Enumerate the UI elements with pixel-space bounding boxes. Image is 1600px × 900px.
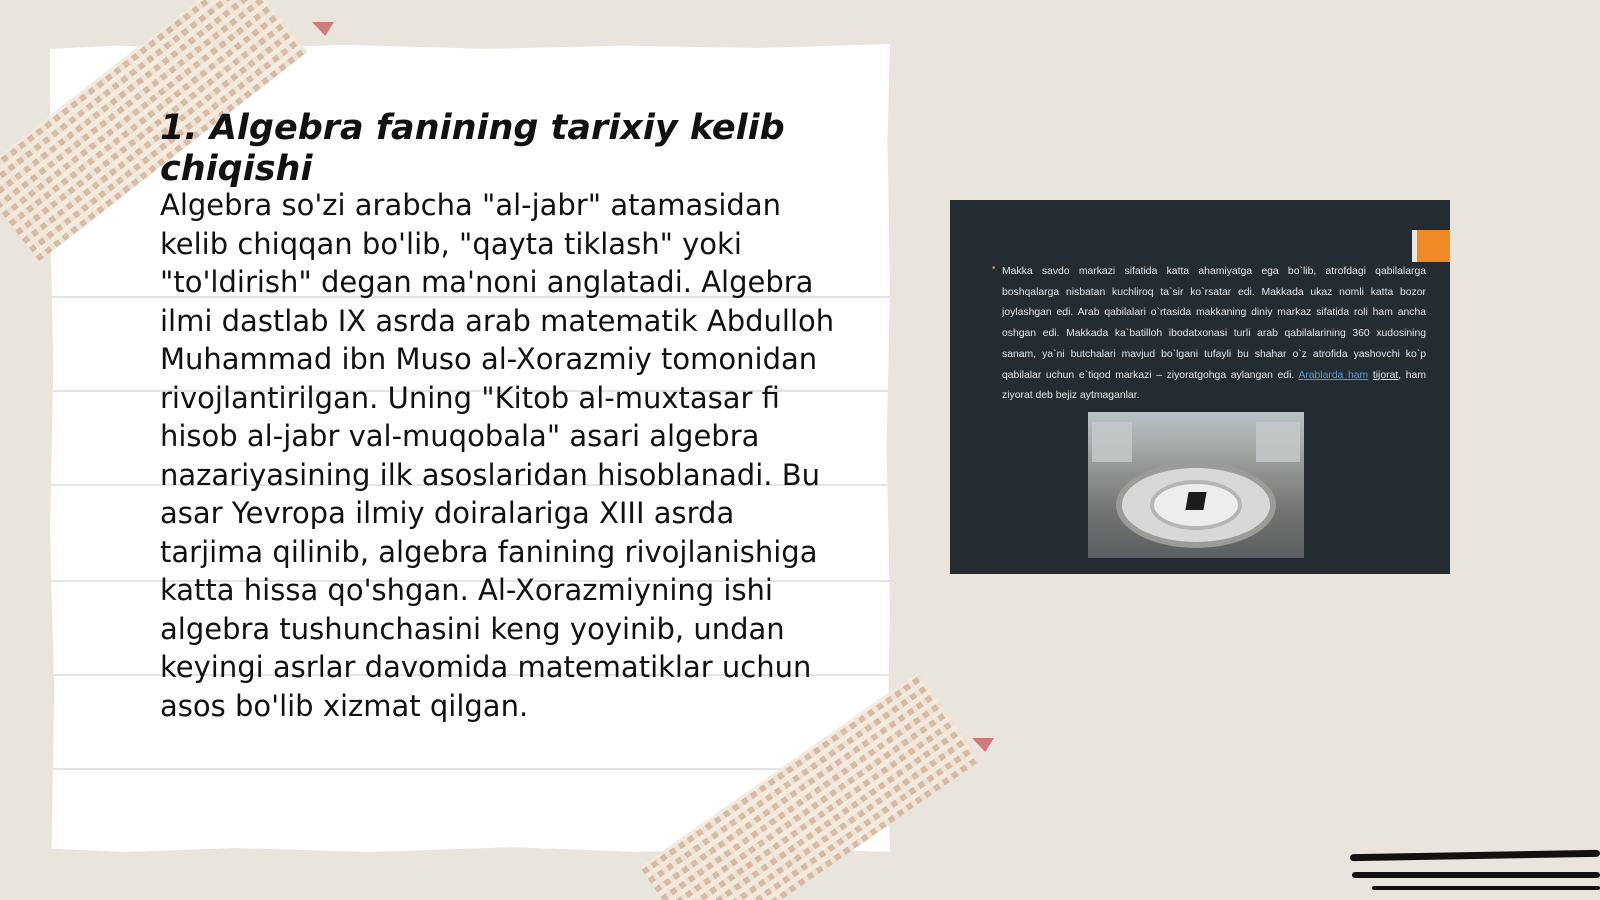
brush-stroke	[1352, 872, 1600, 878]
mecca-photo	[1088, 412, 1304, 558]
embedded-link[interactable]: Arablarda ham	[1298, 369, 1369, 381]
photo-building	[1092, 422, 1132, 462]
tape-tip-top	[312, 22, 334, 36]
orange-accent-bar	[1412, 230, 1450, 262]
embedded-text-end: ham ziyorat deb bejiz aytmaganlar.	[1002, 369, 1426, 402]
brush-stroke	[1372, 886, 1600, 890]
embedded-text-main: Makka savdo markazi sifatida katta ahamiyatga ega bo`lib, atrofdagi qabilalarga boshqalarga nisbatan kuchliroq ta`sir ko`rsatar edi. Makkada ukaz nomli katta bozor joylashgan edi. Arab qabilalari o`rtasida makkaning diniy markaz sifatida roli ham ancha oshgan edi. Makkada ka`batilloh ibodatxonasi turli arab qabilalarining 360 xudosining sanam, ya`ni butchalari mavjud bo`lgani tufayli bu shahar o`z atrofida yashovchi ko`p qabilalar uchun e`tiqod markazi – ziyoratgohga aylangan edi.	[1002, 266, 1426, 381]
slide-body-text: Algebra so'zi arabcha "al-jabr" atamasidan kelib chiqqan bo'lib, "qayta tiklash" yoki "to'ldirish" degan ma'noni anglatadi. Algebra ilmi dastlab IX asrda arab matematik Abdulloh Muhammad ibn Muso al-Xorazmiy tomonidan rivojlantirilgan. Uning "Kitob al-muxtasar fi hisob al-jabr val-muqobala" asari algebra nazariyasining ilk asoslaridan hisoblanadi. Bu asar Yevropa ilmiy doiralariga XIII asrda tarjima qilinib, algebra fanining rivojlanishiga katta hissa qo'shgan. Al-Xorazmiyning ishi algebra tushunchasini keng yoyinib, undan keyingi asrlar davomida matematiklar uchun asos bo'lib xizmat qilgan.	[160, 188, 835, 723]
slide-title: 1. Algebra fanining tarixiy kelib chiqishi	[160, 108, 785, 189]
paper-rule	[50, 768, 890, 770]
tape-tip-bottom	[972, 738, 994, 752]
embedded-underlined-text: tijorat,	[1372, 369, 1402, 381]
embedded-slide-text	[1002, 262, 1426, 407]
photo-building	[1256, 422, 1300, 462]
bullet-icon: •	[992, 263, 996, 274]
brush-stroke	[1350, 850, 1600, 861]
photo-kaaba	[1185, 492, 1206, 510]
embedded-slide-image	[950, 200, 1450, 574]
